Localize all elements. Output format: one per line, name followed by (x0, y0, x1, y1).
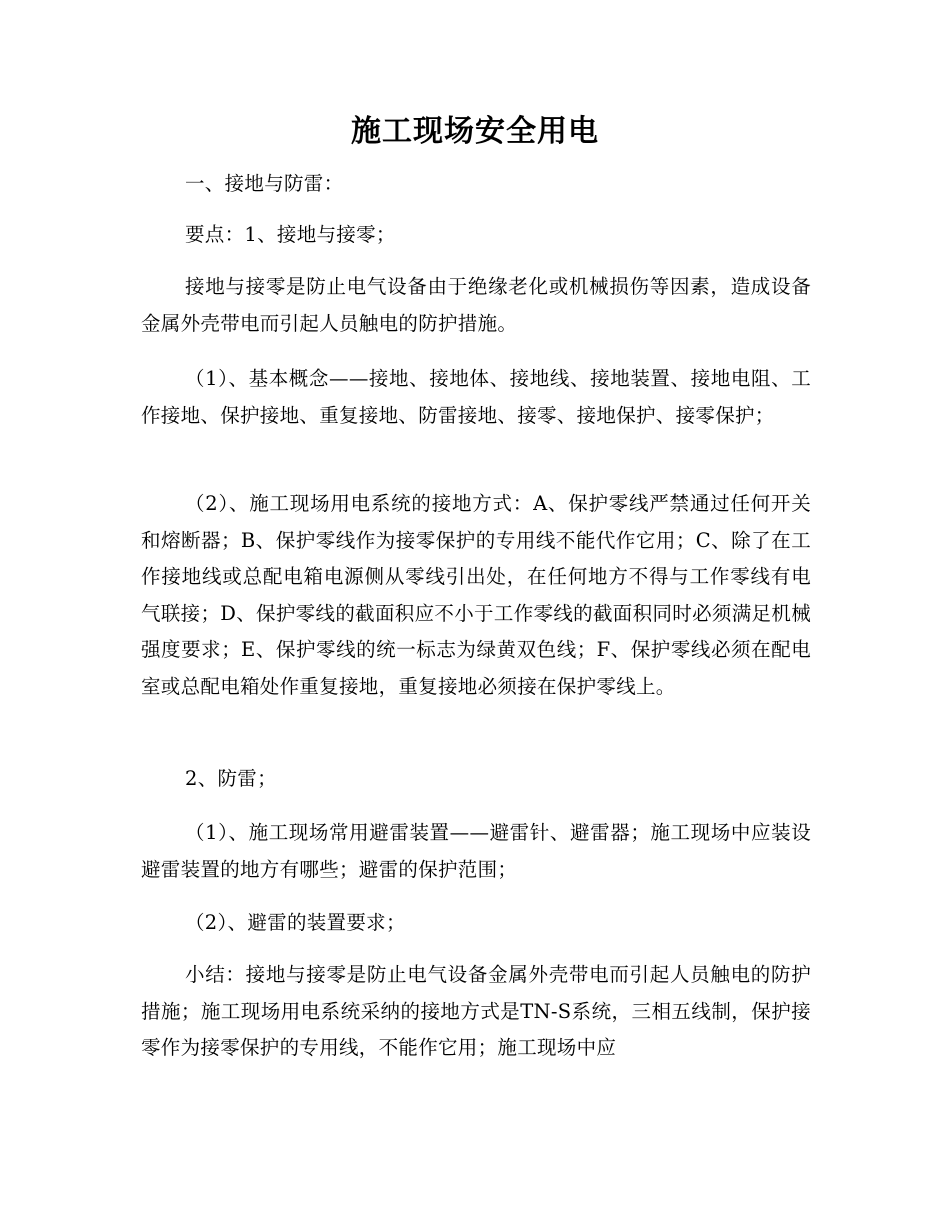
paragraph-grounding-intro: 接地与接零是防止电气设备由于绝缘老化或机械损伤等因素，造成设备金属外壳带电而引起人员触电的防护措施。 (141, 275, 811, 335)
paragraph-key-point: 要点：1、接地与接零； (185, 223, 396, 246)
paragraph-grounding-methods: （2）、施工现场用电系统的接地方式：A、保护零线严禁通过任何开关和熔断器；B、保护零线作为接零保护的专用线不能代作它用；C、除了在工作接地线或总配电箱电源侧从零线引出处，在任何地方不得与工作零线有电气联接；D、保护零线的截面积应不小于工作零线的截面积同时必须满足机械强度要求；E、保护零线的统一标志为绿黄双色线；F、保护零线必须在配电室或总配电箱处作重复接地，重复接地必须接在保护零线上。 (141, 492, 811, 698)
paragraph-basic-concepts: （1）、基本概念——接地、接地体、接地线、接地装置、接地电阻、工作接地、保护接地、重复接地、防雷接地、接零、接地保护、接零保护； (141, 367, 811, 427)
paragraph-section-heading: 一、接地与防雷： (185, 172, 344, 195)
paragraph-summary: 小结：接地与接零是防止电气设备金属外壳带电而引起人员触电的防护措施；施工现场用电系统采纳的接地方式是TN-S系统，三相五线制，保护接零作为接零保护的专用线，不能作它用；施工现场中应 (141, 963, 811, 1059)
paragraph-lightning-heading: 2、防雷； (185, 767, 277, 790)
paragraph-lightning-devices: （1）、施工现场常用避雷装置——避雷针、避雷器；施工现场中应装设避雷装置的地方有哪些；避雷的保护范围； (141, 821, 811, 881)
document-title: 施工现场安全用电 (351, 114, 599, 149)
paragraph-lightning-requirements: （2）、避雷的装置要求； (185, 911, 406, 934)
